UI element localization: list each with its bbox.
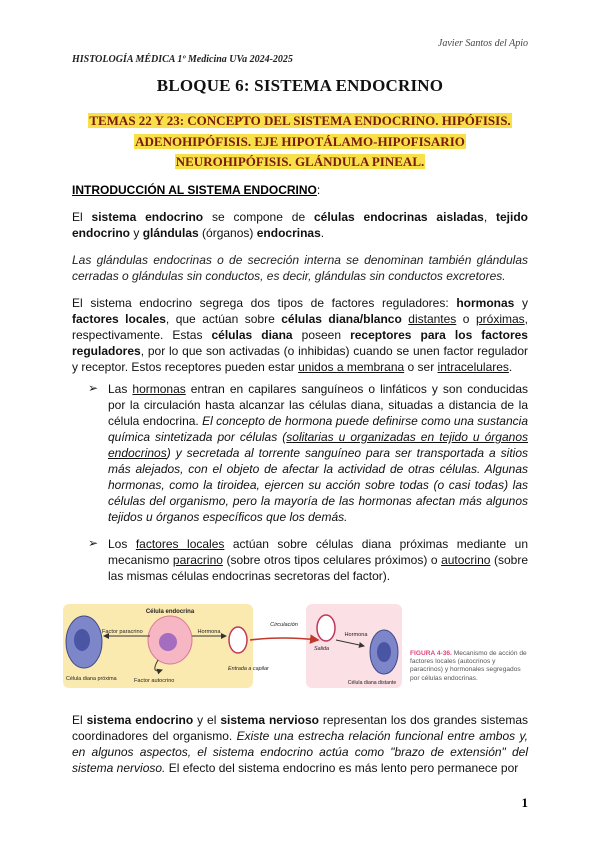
page-title: BLOQUE 6: SISTEMA ENDOCRINO [156,76,444,95]
label-paracrine: Factor paracrino [102,629,143,635]
label-target-far: Célula diana distante [347,680,397,686]
label-target-near: Célula diana próxima [66,676,117,682]
section-heading-text: INTRODUCCIÓN AL SISTEMA ENDOCRINO [72,183,317,197]
label-hormone-right: Hormona [344,632,368,638]
page-number: 1 [521,795,528,810]
bullet-arrow-icon: ➢ [88,381,99,395]
paragraph-regulators: El sistema endocrino segrega dos tipos de factores reguladores: hormonas y factores locales, que actúan sobre células diana/blanco distantes o próximas, respectivamente. Estas células diana poseen receptores para los factores reguladores, por lo que son activadas (o inhibidas) cuando se unen factor regulador y receptor. Estos receptores pueden estar unidos a membrana o ser intracelulares. [72,296,528,374]
subtitle-line-3: NEUROHIPÓFISIS. GLÁNDULA PINEAL. [175,154,425,169]
label-endocrine-cell: Célula endocrina [145,609,195,615]
bullet-arrow-icon: ➢ [88,536,99,550]
bullet-local-factors: Los factores locales actúan sobre células diana próximas mediante un mecanismo paracrino (sobre otros tipos celulares próximos) o autocrino (sobre las mismas células endocrinas secretoras del factor). [108,537,529,583]
subtitle-line-1: TEMAS 22 Y 23: CONCEPTO DEL SISTEMA ENDOCRINO. HIPÓFISIS. [89,113,511,128]
label-exit: Salida [314,646,329,652]
paragraph-intro: El sistema endocrino se compone de células endocrinas aisladas, tejido endocrino y glándulas (órganos) endocrinas. [72,210,529,240]
circulation-arrow [250,638,318,640]
endocrine-cell-nucleus [159,633,177,651]
section-heading: INTRODUCCIÓN AL SISTEMA ENDOCRINO: [72,183,321,197]
label-autocrine: Factor autocrino [134,678,175,684]
target-cell-near-nucleus [74,629,90,651]
capillary-entry [229,627,247,653]
endocrine-mechanism-figure [62,600,404,692]
author-name: Javier Santos del Apio [437,38,528,49]
label-hormone-left: Hormona [197,629,221,635]
subtitle-line-2: ADENOHIPÓFISIS. EJE HIPOTÁLAMO-HIPOFISARIO [135,133,465,149]
topic-subtitle [60,111,540,173]
figure-caption: FIGURA 4-36. Mecanismo de acción de factores locales (autocrinos y paracrinos) y hormonales segregados por células endocrinas. [410,650,527,682]
capillary-exit [317,615,335,641]
target-cell-far-nucleus [377,642,391,662]
figure-caption-label: FIGURA 4-36. [410,650,452,657]
label-entry: Entrada a capilar [228,666,269,672]
bullet-hormones: Las hormonas entran en capilares sanguíneos o linfáticos y son conducidas por la circulación hasta alcanzar las células diana, situadas a distancia de la célula endocrina. El concepto de hormona puede definirse como una sustancia química sintetizada por células (solitarias u organizadas en tejido u órganos endocrinos) y secretada al torrente sanguíneo para ser transportada a sitios más alejados, con el objeto de afectar la actividad de otras células. Algunas hormonas, como la tiroidea, ejercen su acción sobre todas (o casi todas) las células del organismo, pero la mayoría de las hormonas afectan más algunos tejidos u órganos específicos que los demás. [108,382,529,524]
paragraph-systems: El sistema endocrino y el sistema nervioso representan los dos grandes sistemas coordinadores del organismo. Existe una estrecha relación funcional entre ambos y, en algunos aspectos, el sistema endocrino actúa como "brazo de extensión" del sistema nervioso. El efecto del sistema endocrino es más lento pero permanece por [72,713,529,775]
label-circulation: Circulación [270,622,298,628]
paragraph-glands: Las glándulas endocrinas o de secreción interna se denominan también glándulas cerradas o glándulas sin conductos, es decir, glándulas sin conductos excretores. [72,253,528,283]
course-header: HISTOLOGÍA MÉDICA 1º Medicina UVa 2024-2025 [72,54,293,65]
